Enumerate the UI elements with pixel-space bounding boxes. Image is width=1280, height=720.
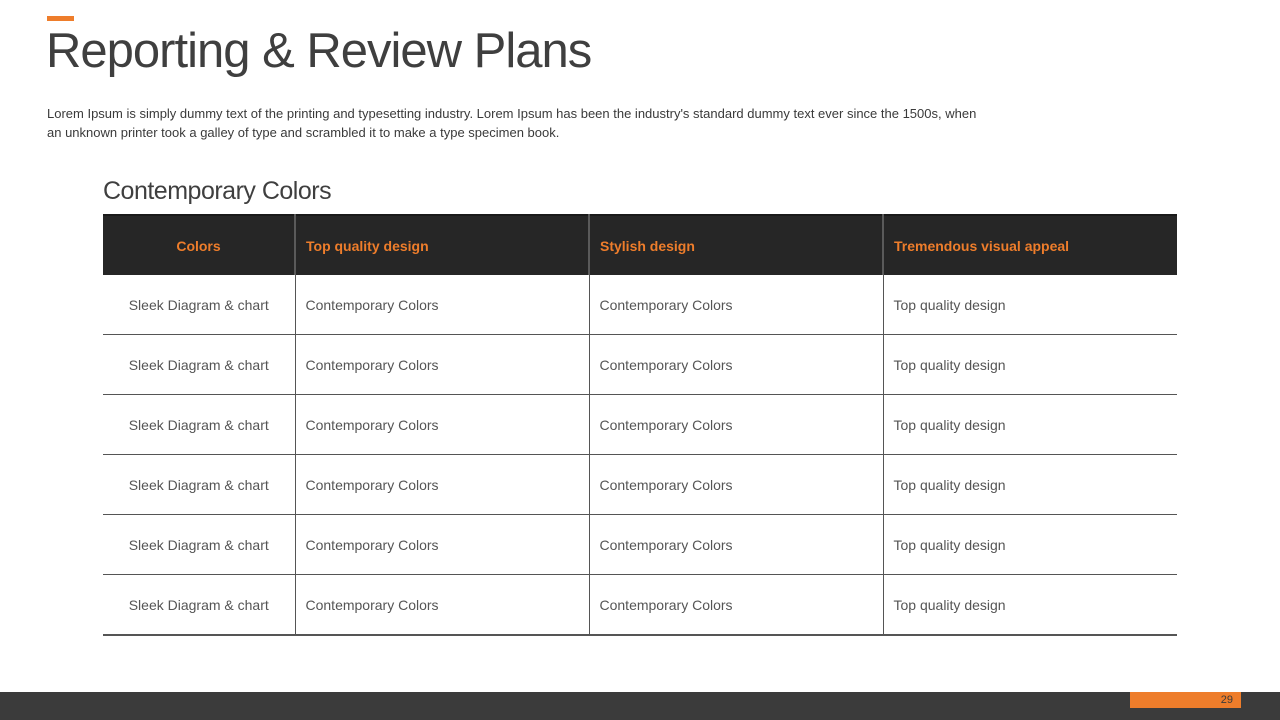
table-row	[103, 515, 1177, 575]
page-number-tab	[1130, 692, 1241, 708]
table-cell: Top quality design	[883, 455, 1177, 515]
table-cell: Sleek Diagram & chart	[103, 395, 295, 455]
column-header: Colors	[103, 215, 295, 275]
table-cell: Sleek Diagram & chart	[103, 575, 295, 636]
intro-paragraph: Lorem Ipsum is simply dummy text of the printing and typesetting industry. Lorem Ipsum has been the industry's standard dummy text ever since the 1500s, when an unknown printer took a galley of type and scrambled it to make a type specimen book.	[47, 106, 977, 140]
table-cell: Contemporary Colors	[295, 455, 589, 515]
table-cell: Top quality design	[883, 275, 1177, 335]
table-cell: Top quality design	[883, 575, 1177, 636]
table-cell: Contemporary Colors	[295, 515, 589, 575]
slide-title: Reporting & Review Plans	[46, 24, 592, 78]
table-header-row	[103, 215, 1177, 275]
table-cell: Contemporary Colors	[295, 395, 589, 455]
table-cell: Sleek Diagram & chart	[103, 335, 295, 395]
table-cell: Sleek Diagram & chart	[103, 515, 295, 575]
table-title: Contemporary Colors	[103, 177, 332, 205]
column-header: Tremendous visual appeal	[883, 215, 1177, 275]
table-row	[103, 335, 1177, 395]
table-cell: Contemporary Colors	[589, 455, 883, 515]
table-cell: Contemporary Colors	[589, 575, 883, 636]
table-row	[103, 395, 1177, 455]
table-cell: Contemporary Colors	[589, 395, 883, 455]
footer-bar	[0, 692, 1280, 720]
column-header: Top quality design	[295, 215, 589, 275]
table-cell: Contemporary Colors	[589, 515, 883, 575]
table-cell: Top quality design	[883, 515, 1177, 575]
table-cell: Sleek Diagram & chart	[128, 296, 269, 313]
table-cell: Contemporary Colors	[589, 275, 883, 335]
table-row	[103, 455, 1177, 515]
table-row	[103, 275, 1177, 335]
comparison-table	[103, 214, 1177, 636]
table-cell: Top quality design	[883, 335, 1177, 395]
column-header: Stylish design	[589, 215, 883, 275]
table-row	[103, 575, 1177, 636]
table-cell: Contemporary Colors	[295, 275, 589, 335]
table-cell: Contemporary Colors	[295, 575, 589, 636]
table-cell: Top quality design	[883, 395, 1177, 455]
table-cell: Contemporary Colors	[589, 335, 883, 395]
table-cell: Contemporary Colors	[295, 335, 589, 395]
table-cell: Sleek Diagram & chart	[103, 455, 295, 515]
page-number: 29	[1220, 694, 1233, 706]
